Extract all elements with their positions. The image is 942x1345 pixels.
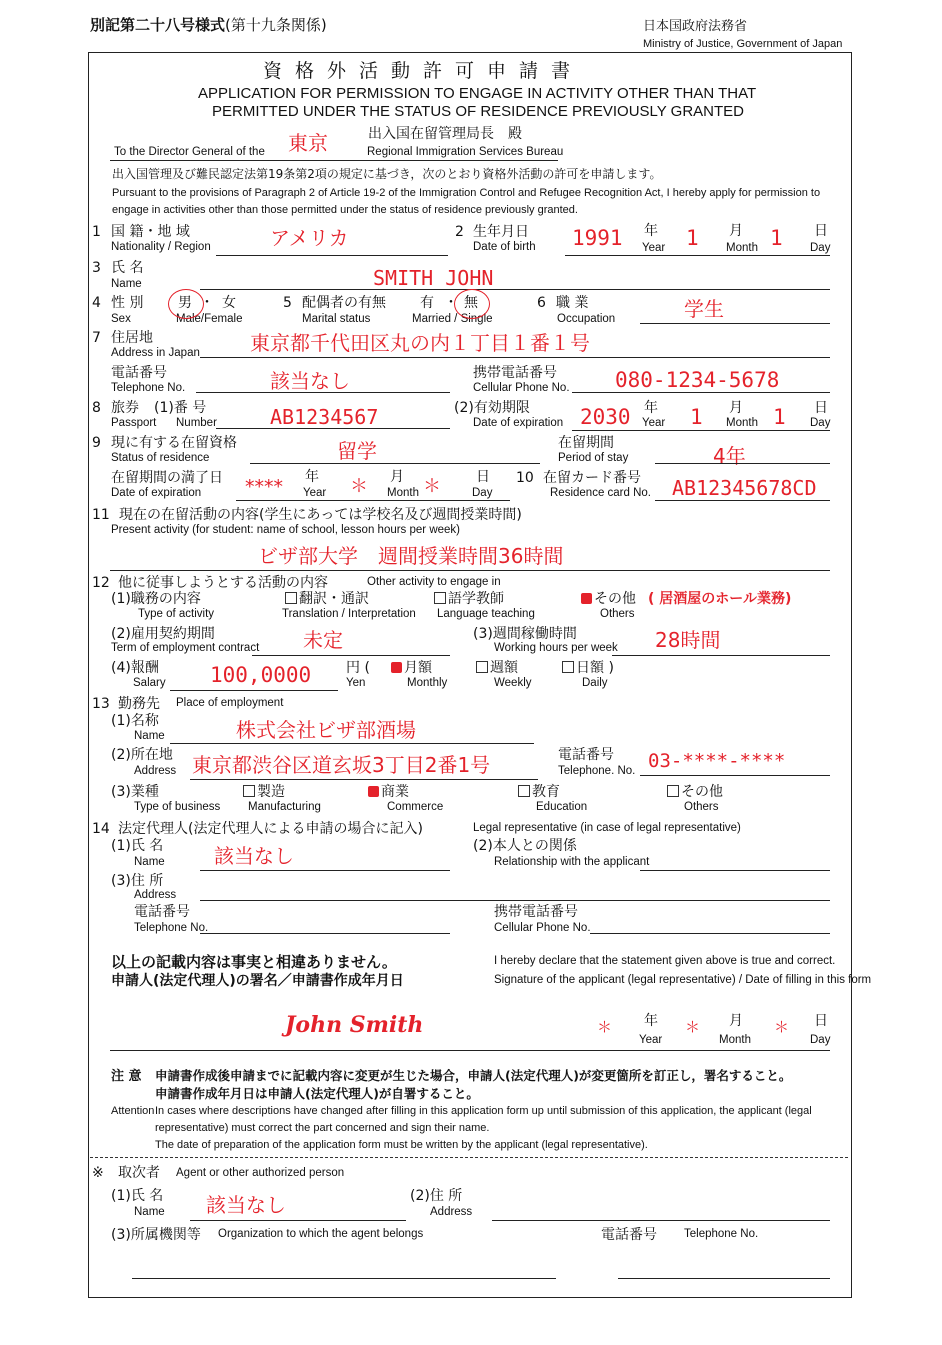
agent-name-value: 該当なし — [206, 1193, 286, 1217]
agent-org-en: Organization to which the agent belongs — [218, 1228, 424, 1240]
name-label: 氏 名 — [111, 260, 144, 276]
dob-day: 1 — [770, 226, 783, 250]
passport-number-label: (1)番 号 — [154, 400, 207, 416]
passport-exp-month: 1 — [690, 405, 703, 429]
expiry-day-en: Day — [472, 487, 493, 499]
sex-male: 男 — [178, 295, 192, 311]
biz-others-checkbox[interactable] — [667, 785, 679, 797]
passport-exp-month-en: Month — [726, 417, 758, 429]
daily-checkbox[interactable] — [562, 661, 574, 673]
employer-label-en: Place of employment — [176, 697, 284, 709]
expiry-year-en: Year — [303, 487, 327, 499]
note-jp-2: 申請書作成年月日は申請人(法定代理人)が自署すること。 — [155, 1086, 479, 1101]
address-label-en: Address in Japan — [111, 347, 200, 359]
activity-type-label: (1)職務の内容 — [111, 591, 201, 607]
business-label-en: Type of business — [134, 801, 221, 813]
yen-label: 円 ( — [346, 660, 370, 676]
applicant-signature: John Smith — [285, 1012, 424, 1038]
salary-label: (4)報酬 — [111, 660, 159, 676]
f8-num: 8 — [92, 400, 101, 416]
dob-month: 1 — [686, 226, 699, 250]
f5-num: 5 — [283, 295, 292, 311]
period-label-en: Period of stay — [558, 452, 629, 464]
passport-exp-year-jp: 年 — [644, 400, 658, 416]
legal-rep-en: Legal representative (in case of legal representative) — [473, 822, 741, 834]
employer-address-en: Address — [134, 765, 177, 777]
declaration-en-1: I hereby declare that the statement given above is true and correct. — [494, 955, 836, 967]
activity-label-en: Present activity (for student: name of school, lesson hours per week) — [111, 524, 460, 536]
employer-tel-en: Telephone. No. — [558, 765, 636, 777]
expiry-year: **** — [245, 476, 283, 498]
yen-label-en: Yen — [346, 677, 366, 689]
biz-others[interactable]: その他 — [667, 785, 723, 799]
activity-type-en: Type of activity — [138, 608, 215, 620]
dob-day-jp: 日 — [814, 223, 828, 239]
dob-day-en: Day — [810, 242, 831, 254]
biz-commerce[interactable]: 商業 — [368, 785, 409, 799]
sex-label-en: Sex — [111, 313, 131, 325]
hours-label: (3)週間稼働時間 — [473, 626, 577, 642]
hours-value: 28時間 — [655, 628, 721, 652]
sign-year-jp: 年 — [644, 1013, 658, 1029]
sex-dot: ・ — [200, 295, 214, 311]
employer-tel-label: 電話番号 — [558, 747, 614, 763]
rep-address-en: Address — [134, 889, 177, 901]
card-label-en: Residence card No. — [550, 487, 651, 499]
salary-label-en: Salary — [133, 677, 166, 689]
status-label: 現に有する在留資格 — [111, 435, 237, 451]
option-language-en: Language teaching — [437, 608, 535, 620]
tel-label: 電話番号 — [111, 365, 167, 381]
occupation-value: 学生 — [684, 297, 724, 321]
occupation-label: 職 業 — [556, 295, 589, 311]
contract-value: 未定 — [303, 628, 343, 652]
sex-female: 女 — [222, 295, 236, 311]
period-value: 4年 — [713, 444, 746, 468]
contract-label: (2)雇用契約期間 — [111, 626, 215, 642]
card-value: AB12345678CD — [672, 476, 817, 500]
marital-dot: ・ — [444, 295, 458, 311]
contract-label-en: Term of employment contract — [111, 642, 260, 654]
passport-exp-day: 1 — [773, 405, 786, 429]
cell-label-en: Cellular Phone No. — [473, 382, 570, 394]
rep-cell-label: 携帯電話番号 — [494, 904, 578, 920]
biz-manufacturing[interactable]: 製造 — [243, 785, 285, 799]
sign-day-jp: 日 — [814, 1013, 828, 1029]
rep-tel-label: 電話番号 — [134, 904, 190, 920]
activity-label: 現在の在留活動の内容(学生にあっては学校名及び週間授業時間) — [119, 507, 522, 523]
biz-others-en: Others — [684, 801, 719, 813]
rep-address-label: (3)住 所 — [111, 873, 164, 889]
note-en-2: representative) must correct the part concerned and sign their name. — [155, 1122, 490, 1134]
expiry-label-en: Date of expiration — [111, 487, 202, 499]
f3-num: 3 — [92, 260, 101, 276]
passport-exp-year: 2030 — [580, 405, 631, 429]
option-translation-en: Translation / Interpretation — [282, 608, 416, 620]
sign-year: ＊ — [597, 1018, 613, 1036]
f9-num: 9 — [92, 435, 101, 451]
expiry-day: ＊ — [423, 476, 441, 497]
passport-expiry-en: Date of expiration — [473, 417, 564, 429]
note-label: 注 意 — [111, 1069, 142, 1084]
f11-num: 11 — [92, 507, 110, 523]
agent-org-label: (3)所属機関等 — [111, 1227, 201, 1243]
sign-day-en: Day — [810, 1034, 831, 1046]
daily-en: Daily — [582, 677, 608, 689]
ministry-jp: 日本国政府法務省 — [643, 19, 748, 34]
passport-exp-year-en: Year — [642, 417, 666, 429]
agent-tel-label: 電話番号 — [601, 1227, 657, 1243]
employer-name-en: Name — [134, 730, 165, 742]
other-activity-label: 他に従事しようとする活動の内容 — [118, 575, 328, 591]
passport-expiry-label: (2)有効期限 — [454, 400, 530, 416]
daily-option[interactable]: 日額 ) — [562, 661, 614, 675]
legal-rep-label: 法定代理人(法定代理人による申請の場合に記入) — [118, 821, 423, 837]
expiry-day-jp: 日 — [476, 469, 490, 485]
nationality-label: 国 籍・地 域 — [111, 224, 190, 240]
addressee-jp: 出入国在留管理局長 殿 — [368, 126, 522, 142]
name-label-en: Name — [111, 278, 142, 290]
passport-exp-day-en: Day — [810, 417, 831, 429]
sign-month: ＊ — [685, 1018, 701, 1036]
single-selected-circle — [454, 289, 490, 319]
monthly-en: Monthly — [407, 677, 448, 689]
intro-jp: 出入国管理及び難民認定法第19条第2項の規定に基づき，次のとおり資格外活動の許可を申請します。 — [112, 167, 662, 181]
nationality-value: アメリカ — [270, 226, 349, 250]
form-number: 別記第二十八号様式(第十九条関係) — [90, 16, 327, 34]
status-label-en: Status of residence — [111, 452, 210, 464]
agent-label: 取次者 — [118, 1165, 160, 1181]
education-checkbox[interactable] — [518, 785, 530, 797]
monthly-checkbox-checked[interactable] — [391, 662, 402, 673]
agent-address-label: (2)住 所 — [410, 1188, 463, 1204]
note-jp-1: 申請書作成後申請までに記載内容に変更が生じた場合，申請人(法定代理人)が変更箇所を訂正し，署名すること。 — [155, 1068, 792, 1083]
f13-num: 13 — [92, 696, 110, 712]
ministry-en: Ministry of Justice, Government of Japan — [643, 38, 843, 50]
passport-exp-month-jp: 月 — [729, 400, 743, 416]
address-value: 東京都千代田区丸の内１丁目１番１号 — [250, 331, 590, 355]
marital-yes: 有 — [420, 295, 434, 311]
rep-name-value: 該当なし — [214, 844, 294, 868]
tel-label-en: Telephone No. — [111, 382, 186, 394]
hours-label-en: Working hours per week — [494, 642, 618, 654]
note-en-3: The date of preparation of the application form must be written by the applicant (legal representative). — [155, 1139, 648, 1151]
sign-month-jp: 月 — [729, 1013, 743, 1029]
biz-manufacturing-en: Manufacturing — [248, 801, 321, 813]
marital-label-en: Marital status — [302, 313, 371, 325]
card-label: 在留カード番号 — [543, 470, 641, 486]
intro-en-1: Pursuant to the provisions of Paragraph 2 of Article 19-2 of the Immigration Control and Refugee Recognition Act, I hereby apply for permission to — [112, 187, 821, 199]
others-value: ( 居酒屋のホール業務) — [648, 591, 792, 607]
manufacturing-checkbox[interactable] — [243, 785, 255, 797]
intro-en-2: engage in activities other than those permitted under the status of residence previously granted. — [112, 204, 578, 216]
male-selected-circle — [168, 289, 204, 319]
agent-label-en: Agent or other authorized person — [176, 1167, 345, 1179]
commerce-checkbox-checked[interactable] — [368, 786, 379, 797]
dob-label-en: Date of birth — [473, 241, 536, 253]
f2-num: 2 — [455, 224, 464, 240]
agent-address-en: Address — [430, 1206, 473, 1218]
biz-education[interactable]: 教育 — [518, 785, 560, 799]
note-en-label: Attention — [111, 1105, 155, 1117]
f4-num: 4 — [92, 295, 101, 311]
employer-name-value: 株式会社ビザ部酒場 — [236, 718, 416, 742]
employer-name-label: (1)名称 — [111, 713, 159, 729]
weekly-option[interactable]: 週額 — [476, 661, 518, 675]
f7-num: 7 — [92, 330, 101, 346]
passport-exp-day-jp: 日 — [814, 400, 828, 416]
option-others[interactable]: その他 — [581, 592, 636, 606]
dob-label: 生年月日 — [473, 224, 529, 240]
marital-no: 無 — [464, 295, 478, 311]
rep-relation-en: Relationship with the applicant — [494, 856, 650, 868]
business-label: (3)業種 — [111, 784, 159, 800]
agent-mark: ※ — [92, 1165, 104, 1181]
biz-education-en: Education — [536, 801, 588, 813]
passport-label: 旅券 — [111, 400, 139, 416]
nationality-label-en: Nationality / Region — [111, 241, 211, 253]
declaration-en-2: Signature of the applicant (legal representative) / Date of filling in this form — [494, 974, 872, 986]
language-checkbox[interactable] — [434, 592, 446, 604]
tel-value: 該当なし — [270, 369, 350, 393]
marital-options-en: Married / Single — [412, 313, 493, 325]
status-value: 留学 — [337, 439, 377, 463]
bureau-en: Regional Immigration Services Bureau — [367, 146, 564, 158]
name-value: SMITH JOHN — [373, 266, 494, 290]
passport-number-value: AB1234567 — [270, 405, 379, 429]
expiry-month-en: Month — [387, 487, 419, 499]
employer-address-value: 東京都渋谷区道玄坂3丁目2番1号 — [192, 753, 491, 777]
f14-num: 14 — [92, 821, 110, 837]
weekly-checkbox[interactable] — [476, 661, 488, 673]
sign-year-en: Year — [639, 1034, 663, 1046]
declaration-jp-2: 申請人(法定代理人)の署名／申請書作成年月日 — [111, 973, 404, 989]
employer-tel-value: 03-****-**** — [648, 750, 786, 772]
dob-year-en: Year — [642, 242, 666, 254]
option-others-en: Others — [600, 608, 635, 620]
dob-month-jp: 月 — [729, 223, 743, 239]
activity-value: ビザ部大学 週間授業時間36時間 — [258, 544, 564, 568]
cell-value: 080-1234-5678 — [615, 368, 780, 392]
dob-year-jp: 年 — [644, 223, 658, 239]
rep-tel-en: Telephone No. — [134, 922, 209, 934]
monthly-option[interactable]: 月額 — [391, 661, 432, 675]
option-translation[interactable]: 翻訳・通訳 — [285, 592, 369, 606]
agent-name-label: (1)氏 名 — [111, 1188, 164, 1204]
cell-label: 携帯電話番号 — [473, 365, 557, 381]
occupation-label-en: Occupation — [557, 313, 616, 325]
passport-label-en: Passport — [111, 417, 157, 429]
sex-label: 性 別 — [111, 295, 144, 311]
agent-tel-en: Telephone No. — [684, 1228, 759, 1240]
salary-value: 100,0000 — [210, 663, 312, 687]
declaration-jp-1: 以上の記載内容は事実と相違ありません。 — [111, 953, 397, 971]
f10-num: 10 — [516, 470, 534, 486]
passport-number-en: Number — [176, 417, 217, 429]
biz-commerce-en: Commerce — [387, 801, 444, 813]
addressee-en: To the Director General of the — [114, 146, 265, 158]
expiry-label: 在留期間の満了日 — [111, 470, 223, 486]
title-en-1: APPLICATION FOR PERMISSION TO ENGAGE IN ACTIVITY OTHER THAN THAT — [198, 85, 757, 102]
employer-label: 勤務先 — [118, 696, 160, 712]
f12-num: 12 — [92, 575, 110, 591]
agent-separator — [90, 1157, 848, 1158]
note-en-1: In cases where descriptions have changed after filling in this application form up until submission of this application, the applicant (legal — [155, 1105, 812, 1117]
others-checkbox-checked[interactable] — [581, 593, 592, 604]
rep-relation-label: (2)本人との関係 — [473, 838, 577, 854]
dob-year: 1991 — [572, 226, 623, 250]
rep-name-label: (1)氏 名 — [111, 838, 164, 854]
option-language[interactable]: 語学教師 — [434, 592, 504, 606]
weekly-en: Weekly — [494, 677, 532, 689]
agent-name-en: Name — [134, 1206, 165, 1218]
address-label: 住居地 — [111, 330, 153, 346]
dob-month-en: Month — [726, 242, 758, 254]
sex-options-en: Male/Female — [176, 313, 243, 325]
title-en-2: PERMITTED UNDER THE STATUS OF RESIDENCE PREVIOUSLY GRANTED — [212, 103, 745, 120]
sign-month-en: Month — [719, 1034, 751, 1046]
f1-num: 1 — [92, 224, 101, 240]
marital-label: 配偶者の有無 — [302, 295, 386, 311]
expiry-month: ＊ — [350, 476, 368, 497]
expiry-year-jp: 年 — [305, 469, 319, 485]
rep-cell-en: Cellular Phone No. — [494, 922, 591, 934]
expiry-month-jp: 月 — [390, 469, 404, 485]
rep-name-en: Name — [134, 856, 165, 868]
bureau-value: 東京 — [288, 131, 328, 155]
sign-day: ＊ — [774, 1018, 790, 1036]
title-jp: 資格外活動許可申請書 — [263, 60, 584, 82]
employer-address-label: (2)所在地 — [111, 747, 173, 763]
other-activity-en: Other activity to engage in — [367, 576, 501, 588]
f6-num: 6 — [537, 295, 546, 311]
translation-checkbox[interactable] — [285, 592, 297, 604]
period-label: 在留期間 — [558, 435, 614, 451]
